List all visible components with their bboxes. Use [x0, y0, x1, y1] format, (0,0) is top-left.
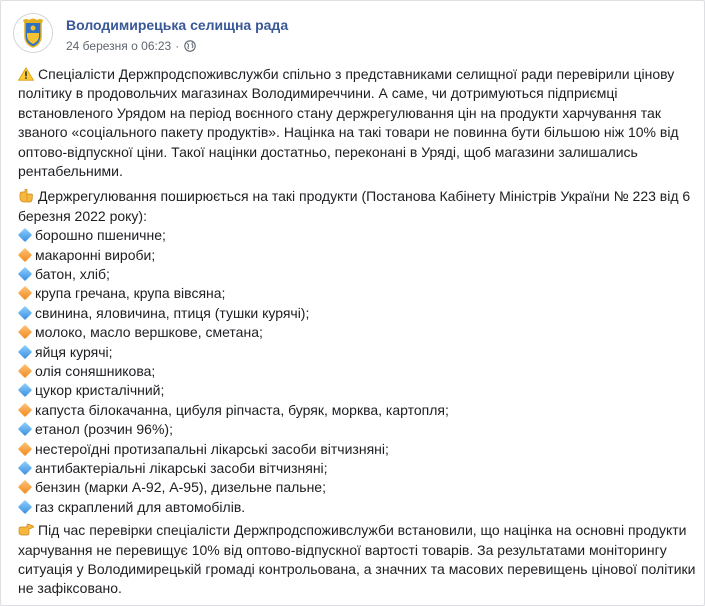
- list-item-text: молоко, масло вершкове, сметана;: [35, 324, 263, 341]
- page-avatar[interactable]: [13, 13, 53, 53]
- orange-diamond-icon: [18, 364, 32, 378]
- list-item-text: борошно пшеничне;: [35, 227, 166, 244]
- list-item-text: газ скраплений для автомобілів.: [35, 498, 246, 515]
- list-item-text: макаронні вироби;: [35, 246, 156, 263]
- list-item: [18, 478, 698, 497]
- orange-diamond-icon: [18, 325, 32, 339]
- list-item: [18, 304, 698, 323]
- list-item: [18, 265, 698, 284]
- list-item: [18, 362, 698, 381]
- list-item-text: капуста білокачанна, цибуля ріпчаста, буряк, морква, картопля;: [35, 401, 449, 418]
- list-item: [18, 401, 698, 420]
- list-item-text: яйця курячі;: [35, 343, 113, 360]
- blue-diamond-icon: [18, 383, 32, 397]
- list-item: [18, 246, 698, 265]
- orange-diamond-icon: [18, 441, 32, 455]
- list-item: [18, 440, 698, 459]
- list-item-text: свинина, яловичина, птиця (тушки курячі);: [35, 304, 310, 321]
- list-item: [18, 323, 698, 342]
- globe-icon[interactable]: [184, 40, 196, 52]
- list-item: [18, 343, 698, 362]
- list-item: [18, 420, 698, 439]
- pointing-hand-right-icon: [18, 523, 34, 537]
- list-item: [18, 226, 698, 245]
- list-item-text: крупа гречана, крупа вівсяна;: [35, 285, 226, 302]
- post-timestamp[interactable]: 24 березня о 06:23: [66, 39, 172, 53]
- list-item: [18, 498, 698, 517]
- orange-diamond-icon: [18, 248, 32, 262]
- list-intro-paragraph: [18, 187, 698, 226]
- blue-diamond-icon: [18, 500, 32, 514]
- list-item-text: нестероїдні протизапальні лікарські засоби вітчизняні;: [35, 440, 389, 457]
- list-intro-text: Держрегулювання поширюється на такі продукти (Постанова Кабінету Міністрів України № 223 від 6 березня 2022 року):: [18, 188, 691, 224]
- list-item-text: олія соняшникова;: [35, 362, 156, 379]
- orange-diamond-icon: [18, 480, 32, 494]
- blue-diamond-icon: [18, 461, 32, 475]
- orange-diamond-icon: [18, 286, 32, 300]
- intro-paragraph: [18, 65, 698, 181]
- blue-diamond-icon: [18, 422, 32, 436]
- list-item-text: бензин (марки А-92, А-95), дизельне пальне;: [35, 479, 326, 496]
- list-item: [18, 284, 698, 303]
- intro-text: Спеціалісти Держпродспоживслужби спільно з представниками селищної ради перевірили цінову політику в продовольчих магазинах Володимиреччини. А саме, чи дотримуються підприємці встановленого Урядом на період воєнного стану держрегулювання цін на продукти харчування так званого «соціального пакету продуктів». Націнка на такі товари не повинна бути більшою ніж 10% від оптово-відпускної ціни. Такої націнки достатньо, переконані в Уряді, щоб магазини залишались рентабельними.: [18, 66, 679, 180]
- blue-diamond-icon: [18, 306, 32, 320]
- blue-diamond-icon: [18, 345, 32, 359]
- meta-separator: ·: [175, 39, 180, 53]
- list-item-text: етанол (розчин 96%);: [35, 421, 173, 438]
- list-item-text: батон, хліб;: [35, 266, 110, 283]
- orange-diamond-icon: [18, 403, 32, 417]
- pointing-hand-icon: [18, 189, 34, 203]
- post-header: [13, 13, 692, 57]
- list-item: [18, 459, 698, 478]
- list-item-text: антибактеріальні лікарські засоби вітчизняні;: [35, 459, 328, 476]
- page-name-link[interactable]: Володимирецька селищна рада: [66, 17, 289, 33]
- conclusion-paragraph: [18, 521, 698, 599]
- coat-of-arms-icon: [14, 14, 52, 52]
- blue-diamond-icon: [18, 228, 32, 242]
- post-body: [18, 65, 698, 605]
- list-item: [18, 381, 698, 400]
- product-list: [18, 226, 698, 517]
- list-item-text: цукор кристалічний;: [35, 382, 165, 399]
- conclusion-text: Під час перевірки спеціалісти Держпродспоживслужби встановили, що націнка на основні продукти харчування не перевищує 10% від оптово-відпускної вартості товарів. За результатами моніторингу ситуація у Володимирецькій громаді контрольована, а значних та масових перевищень цінової політики не зафіксовано.: [18, 522, 696, 597]
- blue-diamond-icon: [18, 267, 32, 281]
- post-meta: [66, 39, 196, 53]
- warning-icon: [18, 67, 34, 81]
